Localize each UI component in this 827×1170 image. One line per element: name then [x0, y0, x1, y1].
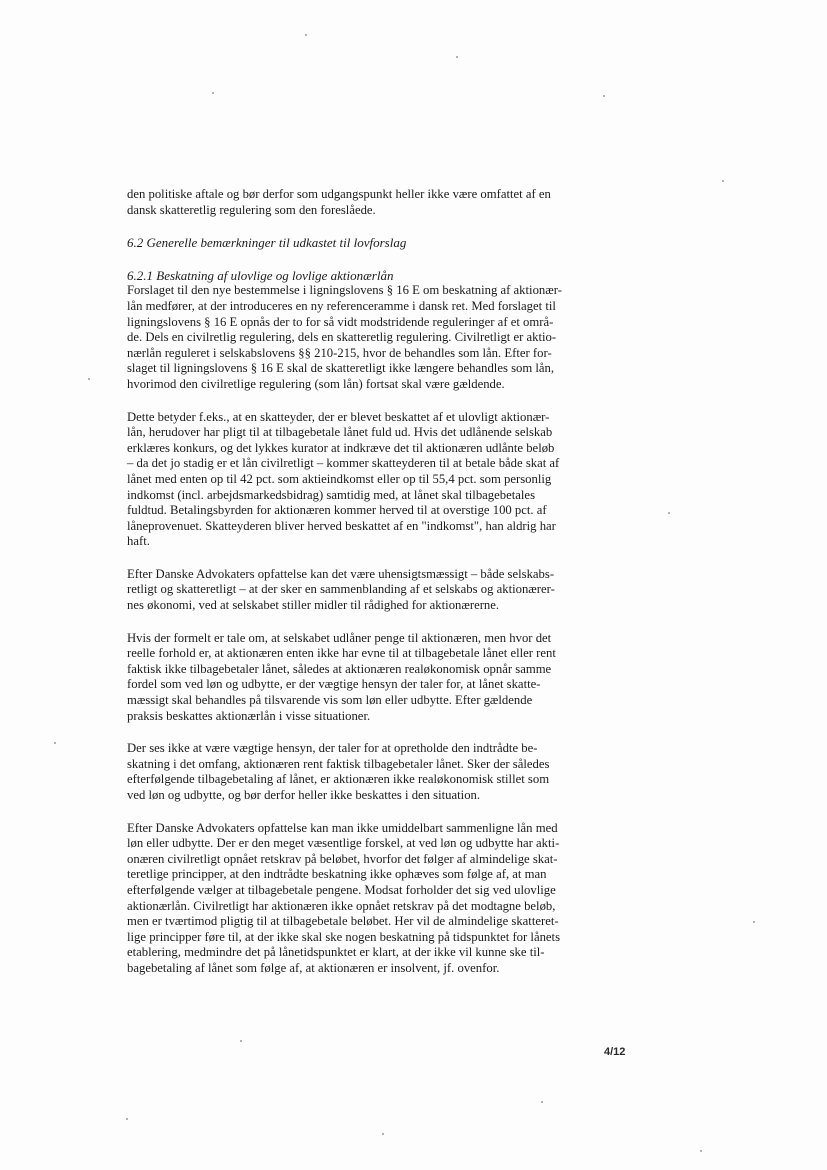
paragraph-5 [127, 741, 609, 803]
text-line: faktisk ikke tilbagebetaler lånet, således at aktionæren realøkonomisk opnår samme [127, 661, 552, 676]
scan-speck [722, 180, 724, 182]
text-line: lånet med enten op til 42 pct. som aktieindkomst eller op til 55,4 pct. som personlig [127, 471, 552, 486]
text-line: ligningslovens § 16 E opnås der to for så vidt modstridende reguleringer af et områ- [127, 314, 554, 329]
text-line: den politiske aftale og bør derfor som udgangspunkt heller ikke være omfattet af en [127, 187, 551, 201]
scan-speck [668, 512, 670, 514]
scan-speck [753, 921, 755, 923]
text-line: retligt og skatteretligt – at der sker en sammenblanding af et selskabs og aktionærer- [127, 582, 555, 597]
scan-speck [456, 56, 458, 58]
section-heading-6-2-1: 6.2.1 Beskatning af ulovlige og lovlige aktionærlån [127, 267, 394, 283]
text-line: efterfølgende tilbagebetaling af lånet, er aktionæren ikke realøkonomisk stillet som [127, 772, 550, 787]
text-line: teretlige principper, at den indtrådte beskatning ikke ophæves som følge af, at man [127, 867, 547, 882]
scan-speck [240, 1040, 242, 1042]
text-line: låneprovenuet. Skatteyderen bliver herved beskattet af en "indkomst", han aldrig har [127, 518, 556, 533]
text-line: nærlån reguleret i selskabslovens §§ 210-215, hvor de behandles som lån. Efter for- [127, 345, 552, 360]
text-line: indkomst (incl. arbejdsmarkedsbidrag) samtidig med, at lånet skal tilbagebetales [127, 487, 536, 502]
scan-speck [700, 1150, 702, 1152]
text-line: erklæres konkurs, og det lykkes kurator at indkræve det til aktionæren udlånte beløb [127, 440, 555, 455]
text-line: Hvis der formelt er tale om, at selskabet udlåner penge til aktionæren, men hvor det [127, 630, 552, 645]
text-line: Efter Danske Advokaters opfattelse kan man ikke umiddelbart sammenligne lån med [127, 820, 558, 835]
text-line: ved løn og udbytte, og bør derfor heller ikke beskattes i den situation. [127, 788, 481, 802]
text-line: Der ses ikke at være vægtige hensyn, der taler for at opretholde den indtrådte be- [127, 741, 538, 756]
scan-speck [305, 34, 307, 36]
paragraph-2 [127, 410, 609, 550]
text-line: Forslaget til den nye bestemmelse i ligningslovens § 16 E om beskatning af aktionær- [127, 283, 562, 298]
paragraph-6 [127, 821, 609, 977]
paragraph-3 [127, 567, 609, 614]
scan-speck [603, 95, 605, 97]
text-line: haft. [127, 534, 150, 549]
page-number: 4/12 [604, 1046, 626, 1058]
text-line: lån, herudover har pligt til at tilbagebetale lånet fuld ud. Hvis det udlånende selskab [127, 425, 553, 440]
page-content [127, 187, 609, 977]
text-line: de. Dels en civilretlig regulering, dels en skatteretlig regulering. Civilretligt er aktio- [127, 330, 557, 345]
paragraph-1 [127, 283, 609, 392]
text-line: praksis beskattes aktionærlån i visse situationer. [127, 708, 371, 723]
text-line: bagebetaling af lånet som følge af, at aktionæren er insolvent, jf. ovenfor. [127, 960, 500, 975]
paragraph-4 [127, 631, 609, 725]
text-line: fordel som ved løn og udbytte, er der vægtige hensyn der taler for, at lånet skatte- [127, 677, 541, 692]
text-line: reelle forhold er, at aktionæren enten ikke har evne til at tilbagebetale lånet eller rent [127, 646, 556, 661]
text-line: nes økonomi, ved at selskabet stiller midler til rådighed for aktionærerne. [127, 598, 500, 613]
text-line: løn eller udbytte. Der er den meget væsentlige forskel, at ved løn og udbytte har akti- [127, 836, 560, 851]
text-line: lån medfører, at der introduceres en ny referenceramme i dansk ret. Med forslaget til [127, 298, 556, 313]
text-line: hvorimod den civilretlige regulering (som lån) fortsat skal være gældende. [127, 376, 505, 391]
text-line: fuldtud. Betalingsbyrden for aktionæren kommer herved til at overstige 100 pct. af [127, 503, 547, 518]
text-line: skatning i det omfang, aktionæren rent faktisk tilbagebetaler lånet. Sker der således [127, 756, 550, 771]
text-line: lige principper føre til, at der ikke skal ske nogen beskatning på tidspunktet for lånets [127, 929, 561, 944]
scan-speck [212, 92, 214, 94]
text-line: dansk skatteretlig regulering som den foreslåede. [127, 202, 376, 217]
text-line: etablering, medmindre det på lånetidspunktet er klart, at der ikke vil kunne ske til- [127, 945, 545, 960]
text-line: Dette betyder f.eks., at en skatteyder, der er blevet beskattet af et ulovligt aktionær- [127, 409, 550, 424]
scan-speck [88, 378, 90, 380]
text-line: men er tværtimod pligtig til at tilbagebetale beløbet. Her vil de almindelige skatteret- [127, 914, 559, 929]
text-line: efterfølgende vælger at tilbagebetale pengene. Modsat forholder det sig ved ulovlige [127, 882, 556, 897]
text-line: mæssigt skal behandles på tilsvarende vis som løn eller udbytte. Efter gældende [127, 693, 533, 708]
text-line: onæren civilretligt opnået retskrav på beløbet, hvorfor det følger af almindelige skat- [127, 851, 558, 866]
text-line: slaget til ligningslovens § 16 E skal de skatteretligt ikke længere behandles som lån, [127, 361, 555, 376]
section-heading-6-2: 6.2 Generelle bemærkninger til udkastet til lovforslag [127, 235, 407, 251]
scan-speck [54, 742, 56, 744]
text-line: Efter Danske Advokaters opfattelse kan det være uhensigtsmæssigt – både selskabs- [127, 566, 555, 581]
text-line: aktionærlån. Civilretligt har aktionæren ikke opnået retskrav på det modtagne beløb, [127, 898, 556, 913]
intro-paragraph [127, 187, 609, 218]
scan-speck [126, 1118, 128, 1120]
scan-speck [382, 1133, 384, 1135]
scan-speck [541, 1101, 543, 1103]
text-line: – da det jo stadig er et lån civilretligt – kommer skatteyderen til at betale både skat af [127, 456, 560, 471]
